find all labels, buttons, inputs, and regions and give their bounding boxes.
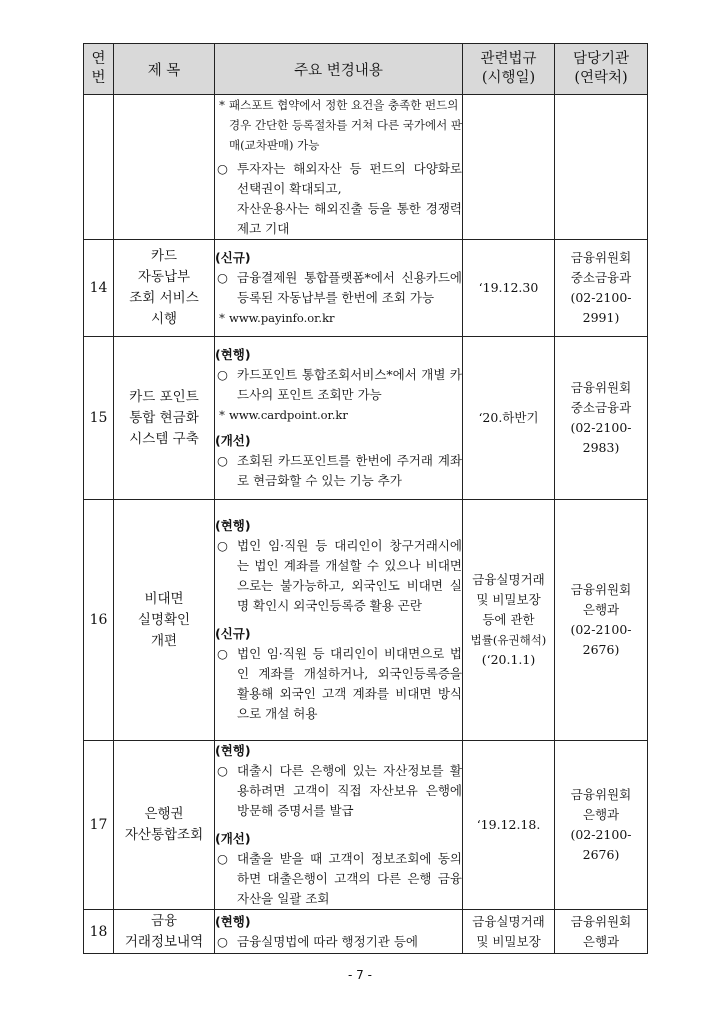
header-content: 주요 변경내용 (215, 44, 463, 95)
row-law: 금융실명거래 및 비밀보장 등에 관한 법률(유권해석) (‘20.1.1) (463, 500, 555, 741)
row-law: 금융실명거래 및 비밀보장 (463, 910, 555, 954)
section-label: (개선) (215, 831, 251, 846)
list-item: 자산운용사는 해외진출 등을 통한 경쟁력 제고 기대 (237, 201, 462, 236)
row-title: 비대면 실명확인 개편 (114, 500, 215, 741)
row-agency: 금융위원회 은행과 (555, 910, 648, 954)
list-item: ○ 법인 임·직원 등 대리인이 비대면으로 법인 계좌를 개설하거나, 외국인등록증을 활용해 외국인 고객 계좌를 비대면 방식으로 개설 허용 (217, 646, 462, 721)
section-label: (신규) (215, 250, 251, 265)
note: * www.cardpoint.or.kr (219, 408, 348, 422)
row-number: 18 (84, 910, 114, 954)
row-content (215, 741, 463, 910)
row-title: 카드 포인트 통합 현금화 시스템 구축 (114, 337, 215, 500)
page-number: - 7 - (348, 968, 372, 982)
table-row (84, 741, 648, 910)
row-number: 17 (84, 741, 114, 910)
list-item: ○ 금융실명법에 따라 행정기관 등에 (217, 933, 418, 949)
list-item: ○ 금융결제원 통합플랫폼*에서 신용카드에 등록된 자동납부를 한번에 조회 가능 (217, 270, 462, 305)
row-law: ‘20.하반기 (463, 337, 555, 500)
list-item: ○ 조회된 카드포인트를 한번에 주거래 계좌로 현금화할 수 있는 기능 추가 (217, 453, 462, 488)
header-law: 관련법규 (시행일) (463, 44, 555, 95)
row-law (463, 95, 555, 240)
row-agency: 금융위원회 은행과 (02-2100- 2676) (555, 500, 648, 741)
row-content (215, 500, 463, 741)
row-law: ‘19.12.30 (463, 240, 555, 337)
header-number: 연 번 (84, 44, 114, 95)
row-title: 금융 거래정보내역 (114, 910, 215, 954)
section-label: (현행) (215, 347, 251, 362)
section-label: (신규) (215, 626, 251, 641)
section-label: (현행) (215, 913, 251, 929)
header-agency: 담당기관 (연락처) (555, 44, 648, 95)
row-title (114, 95, 215, 240)
row-number (84, 95, 114, 240)
note: * www.payinfo.or.kr (219, 311, 335, 325)
row-agency: 금융위원회 중소금융과 (02-2100- 2991) (555, 240, 648, 337)
row-content (215, 240, 463, 337)
row-law: ‘19.12.18. (463, 741, 555, 910)
policy-change-table (83, 43, 648, 954)
section-label: (현행) (215, 743, 251, 758)
row-agency (555, 95, 648, 240)
table-row (84, 910, 648, 954)
row-agency: 금융위원회 중소금융과 (02-2100- 2983) (555, 337, 648, 500)
table-row (84, 240, 648, 337)
section-label: (개선) (215, 433, 251, 448)
row-number: 16 (84, 500, 114, 741)
table-row (84, 500, 648, 741)
table-row-continuation (84, 95, 648, 240)
row-number: 14 (84, 240, 114, 337)
list-item: ○ 법인 임·직원 등 대리인이 창구거래시에는 법인 계좌를 개설할 수 있으나 비대면으로는 불가능하고, 외국인도 비대면 실명 확인시 외국인등록증 활용 곤란 (217, 538, 462, 613)
row-content (215, 95, 463, 240)
header-title: 제 목 (114, 44, 215, 95)
list-item: ○ 대출시 다른 은행에 있는 자산정보를 활용하려면 고객이 직접 자산보유 은행에 방문해 증명서를 발급 (217, 763, 462, 818)
row-title: 은행권 자산통합조회 (114, 741, 215, 910)
list-item: ○ 카드포인트 통합조회서비스*에서 개별 카드사의 포인트 조회만 가능 (217, 367, 462, 402)
list-item: ○ 대출을 받을 때 고객이 정보조회에 동의하면 대출은행이 고객의 다른 은행 금융자산을 일괄 조회 (217, 851, 462, 906)
header-row (84, 44, 648, 95)
row-number: 15 (84, 337, 114, 500)
row-content (215, 337, 463, 500)
table-row (84, 337, 648, 500)
section-label: (현행) (215, 518, 251, 533)
list-item: ○ 투자자는 해외자산 등 펀드의 다양화로 선택권이 확대되고, (217, 161, 462, 196)
note: * 패스포트 협약에서 정한 요건을 충족한 펀드의 경우 간단한 등록절차를 거쳐 다른 국가에서 판매(교차판매) 가능 (219, 98, 463, 152)
row-content (215, 910, 463, 954)
row-agency: 금융위원회 은행과 (02-2100- 2676) (555, 741, 648, 910)
row-title: 카드 자동납부 조회 서비스 시행 (114, 240, 215, 337)
